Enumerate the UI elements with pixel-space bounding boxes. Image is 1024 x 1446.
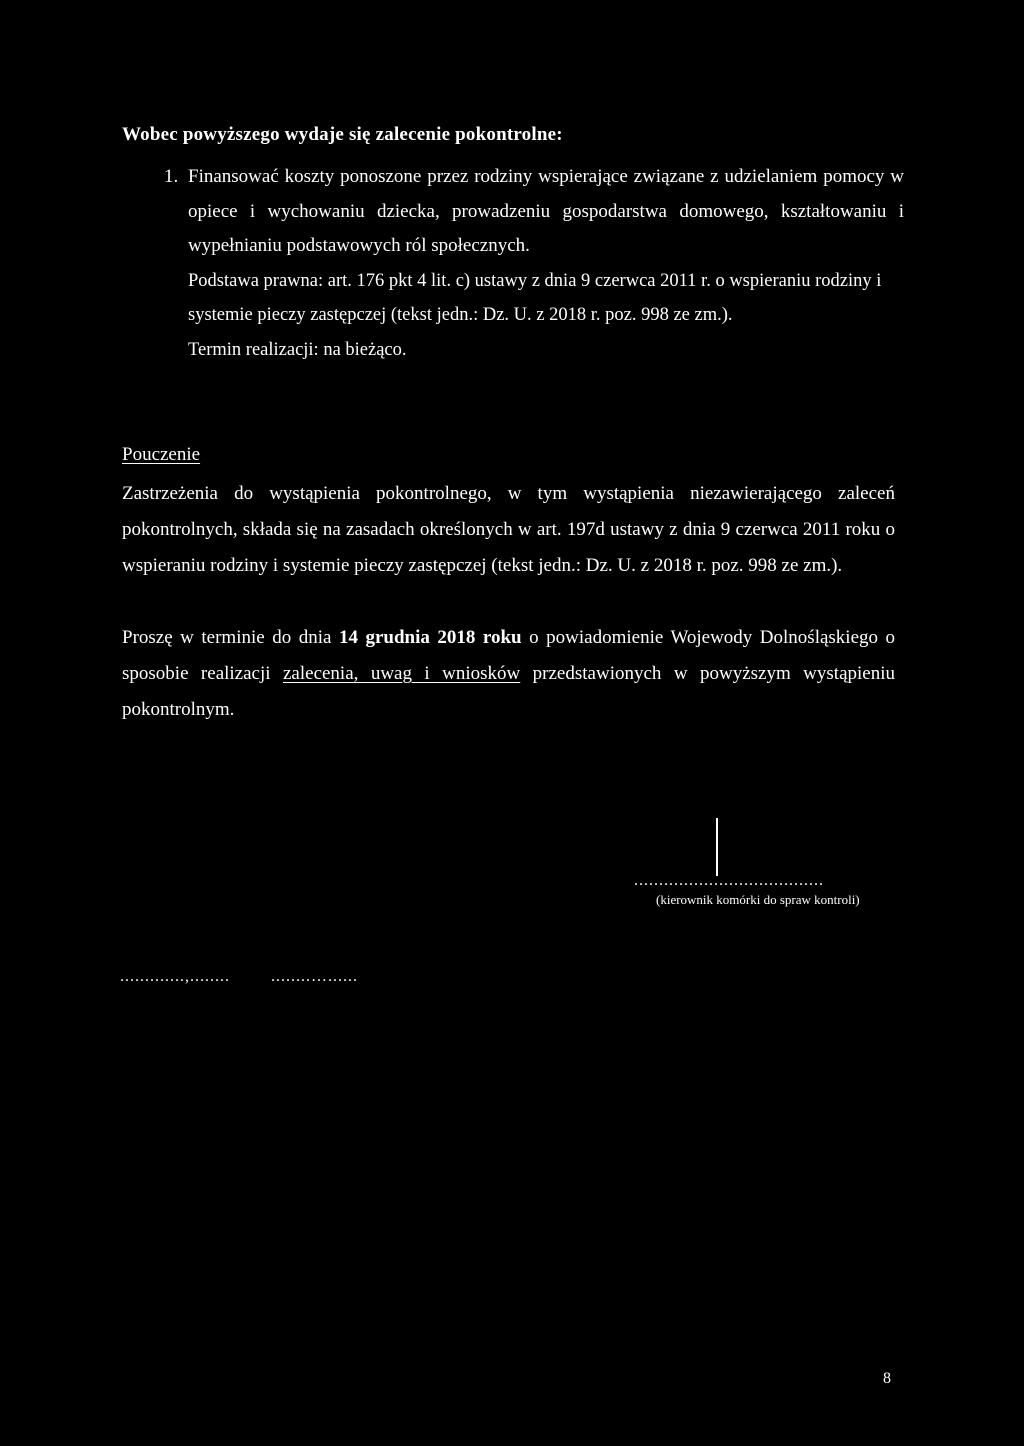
signature-caption: (kierownik komórki do spraw kontroli) [656,892,860,907]
deadline: Termin realizacji: na bieżąco. [188,339,407,360]
signature-line: ...................................... [634,872,824,889]
bottom-dotted-line: ........…...... [271,968,358,985]
notification-date: 14 grudnia 2018 roku [338,627,522,648]
notification-text: przedstawionych w powyższym wystąpieniu pokontrolnym. [122,663,895,721]
notification-paragraph [122,620,895,729]
bottom-dotted-line: .............,........ [120,968,230,985]
page-number: 8 [883,1370,891,1387]
recommendation-item [164,160,904,367]
instruction-title: Pouczenie [122,444,201,465]
signature-mark [716,818,718,876]
notification-subject: zalecenia, uwag i wniosków [282,663,521,685]
legal-basis: Podstawa prawna: art. 176 pkt 4 lit. c) ustawy z dnia 9 czerwca 2011 r. o wspieraniu rodziny i systemie pieczy zastępczej (tekst jedn.: Dz. U. z 2018 r. poz. 998 ze zm.). [188,270,882,325]
recommendation-text: Finansować koszty ponoszone przez rodziny wspierające związane z udzielaniem pomocy w opiece i wychowaniu dziecka, prowadzeniu gospodarstwa domowego, kształtowaniu i wypełnianiu podstawowych ról społecznych. [188,166,904,256]
notification-text: o powiadomienie Wojewody Dolnośląskiego o sposobie realizacji [122,627,896,685]
recommendation-number: 1. [164,166,179,187]
instruction-paragraph: Zastrzeżenia do wystąpienia pokontrolnego, w tym wystąpienia niezawierającego zaleceń pokontrolnych, składa się na zasadach określonych w art. 197d ustawy z dnia 9 czerwca 2011 roku o wspieraniu rodziny i systemie pieczy zastępczej (tekst jedn.: Dz. U. z 2018 r. poz. 998 ze zm.). [122,483,895,577]
recommendation-heading: Wobec powyższego wydaje się zalecenie pokontrolne: [122,124,563,145]
notification-text: Proszę w terminie do dnia [122,627,332,648]
